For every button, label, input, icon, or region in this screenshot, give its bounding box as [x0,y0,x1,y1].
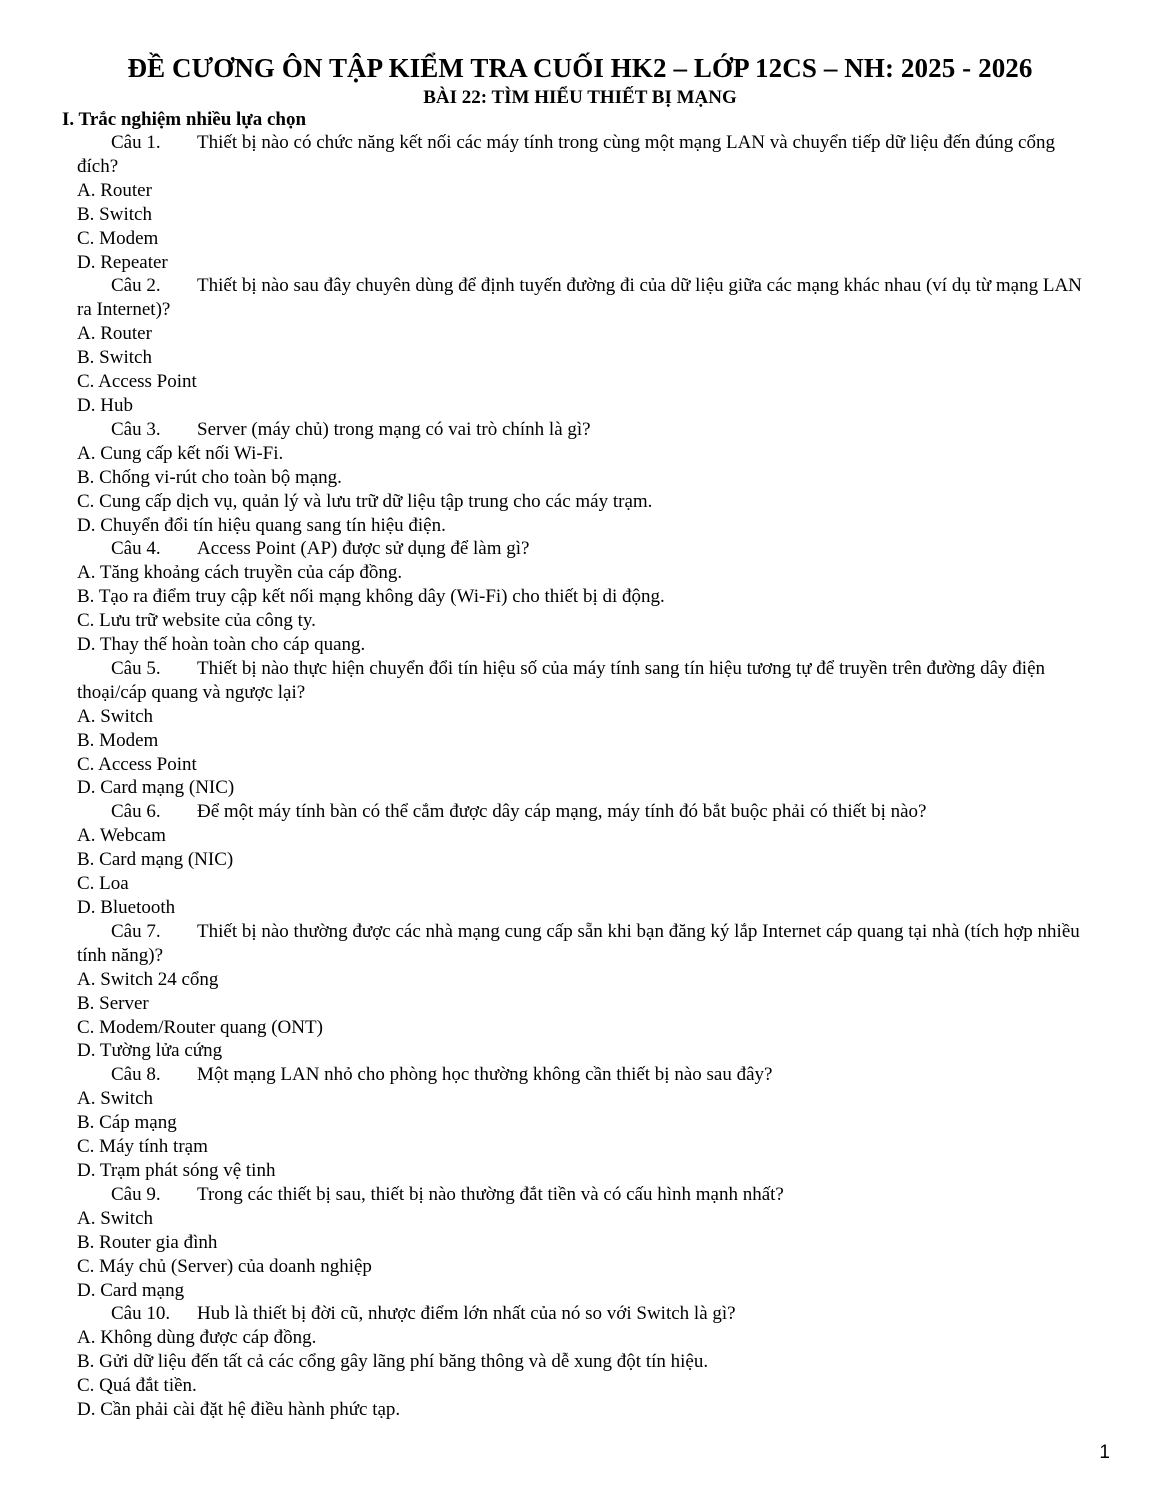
answer-option: B. Cáp mạng [77,1112,177,1134]
document-title: ĐỀ CƯƠNG ÔN TẬP KIỂM TRA CUỐI HK2 – LỚP 12CS – NH: 2025 - 2026 [127,53,1033,83]
question-text [77,131,1097,179]
question-text [77,920,1097,968]
answer-option: A. Router [77,179,152,201]
lesson-subtitle: BÀI 22: TÌM HIỂU THIẾT BỊ MẠNG [423,87,737,108]
answer-option: B. Card mạng (NIC) [77,849,234,871]
answer-option: C. Access Point [77,753,197,775]
answer-option: C. Cung cấp dịch vụ, quản lý và lưu trữ dữ liệu tập trung cho các máy trạm. [77,490,653,512]
answer-option: D. Bluetooth [77,897,176,918]
answer-option: D. Card mạng (NIC) [77,777,235,799]
question-prompt: Thiết bị nào sau đây chuyên dùng để định tuyến đường đi của dữ liệu giữa các mạng khác nhau (ví dụ từ mạng LAN ra Internet)? [77,275,1082,321]
answer-option: D. Thay thế hoàn toàn cho cáp quang. [77,634,366,656]
question-prompt: Server (máy chủ) trong mạng có vai trò chính là gì? [197,418,591,440]
question-prompt: Trong các thiết bị sau, thiết bị nào thường đắt tiền và có cấu hình mạnh nhất? [197,1183,784,1205]
question-text [77,1183,1097,1207]
answer-option: B. Modem [77,729,159,751]
answer-option: B. Router gia đình [77,1231,218,1253]
question-text [77,800,1097,824]
answer-option: B. Chống vi-rút cho toàn bộ mạng. [77,466,342,488]
question-text [77,537,1097,561]
question-prompt: Thiết bị nào có chức năng kết nối các máy tính trong cùng một mạng LAN và chuyển tiếp dữ liệu đến đúng cổng đích? [77,132,1055,177]
answer-option: B. Tạo ra điểm truy cập kết nối mạng không dây (Wi-Fi) cho thiết bị di động. [77,586,665,608]
answer-option: D. Card mạng [77,1279,185,1301]
question-number: Câu 8. [111,1064,161,1086]
answer-option: A. Switch 24 cổng [77,968,219,990]
answer-option: A. Router [77,323,152,345]
question-number: Câu 6. [111,801,161,823]
answer-option: D. Repeater [77,251,168,273]
question-number: Câu 3. [111,418,161,440]
question-number: Câu 7. [111,920,161,942]
answer-option: C. Access Point [77,371,197,393]
answer-option: A. Webcam [77,825,166,847]
answer-option: B. Switch [77,203,152,225]
question-text [77,1302,1097,1326]
question-number: Câu 5. [111,657,161,679]
question-number: Câu 9. [111,1183,161,1205]
question-list [77,131,1097,1422]
question-prompt: Một mạng LAN nhỏ cho phòng học thường không cần thiết bị nào sau đây? [197,1064,773,1086]
question-prompt: Để một máy tính bàn có thể cắm được dây cáp mạng, máy tính đó bắt buộc phải có thiết bị nào? [197,801,927,823]
answer-option: C. Modem [77,227,159,249]
answer-option: B. Gửi dữ liệu đến tất cả các cổng gây lãng phí băng thông và dễ xung đột tín hiệu. [77,1351,709,1373]
question-text [77,274,1097,322]
answer-option: A. Switch [77,1088,153,1110]
answer-option: A. Không dùng được cáp đồng. [77,1327,317,1349]
answer-option: A. Switch [77,1207,153,1229]
section-heading: I. Trắc nghiệm nhiều lựa chọn [62,109,307,130]
question-number: Câu 1. [111,132,161,153]
answer-option: B. Server [77,992,149,1014]
answer-option: D. Trạm phát sóng vệ tinh [77,1159,276,1181]
answer-option: D. Cần phải cài đặt hệ điều hành phức tạp. [77,1399,401,1421]
question-prompt: Access Point (AP) được sử dụng để làm gì? [197,538,530,560]
answer-option: A. Switch [77,705,153,727]
question-prompt: Hub là thiết bị đời cũ, nhược điểm lớn nhất của nó so với Switch là gì? [197,1303,736,1325]
answer-option: A. Tăng khoảng cách truyền của cáp đồng. [77,562,403,584]
answer-option: B. Switch [77,347,152,369]
question-number: Câu 10. [111,1303,171,1325]
answer-option: C. Loa [77,873,129,895]
answer-option: D. Tường lửa cứng [77,1040,223,1062]
question-number: Câu 4. [111,538,161,560]
question-prompt: Thiết bị nào thường được các nhà mạng cung cấp sẵn khi bạn đăng ký lắp Internet cáp quang tại nhà (tích hợp nhiều tính năng)? [77,920,1080,966]
question-text [77,1063,1097,1087]
answer-option: C. Lưu trữ website của công ty. [77,610,316,632]
answer-option: D. Chuyển đổi tín hiệu quang sang tín hiệu điện. [77,514,446,536]
question-prompt: Thiết bị nào thực hiện chuyển đổi tín hiệu số của máy tính sang tín hiệu tương tự để truyền trên đường dây điện thoại/cáp quang và ngược lại? [77,657,1046,703]
question-text [77,657,1097,705]
question-text [77,418,1097,442]
answer-option: D. Hub [77,394,133,416]
answer-option: C. Máy chủ (Server) của doanh nghiệp [77,1255,372,1277]
answer-option: C. Modem/Router quang (ONT) [77,1016,323,1038]
answer-option: C. Máy tính trạm [77,1136,208,1158]
answer-option: A. Cung cấp kết nối Wi-Fi. [77,442,284,464]
question-number: Câu 2. [111,275,161,297]
page-number: 1 [1099,1442,1110,1463]
answer-option: C. Quá đắt tiền. [77,1375,197,1397]
